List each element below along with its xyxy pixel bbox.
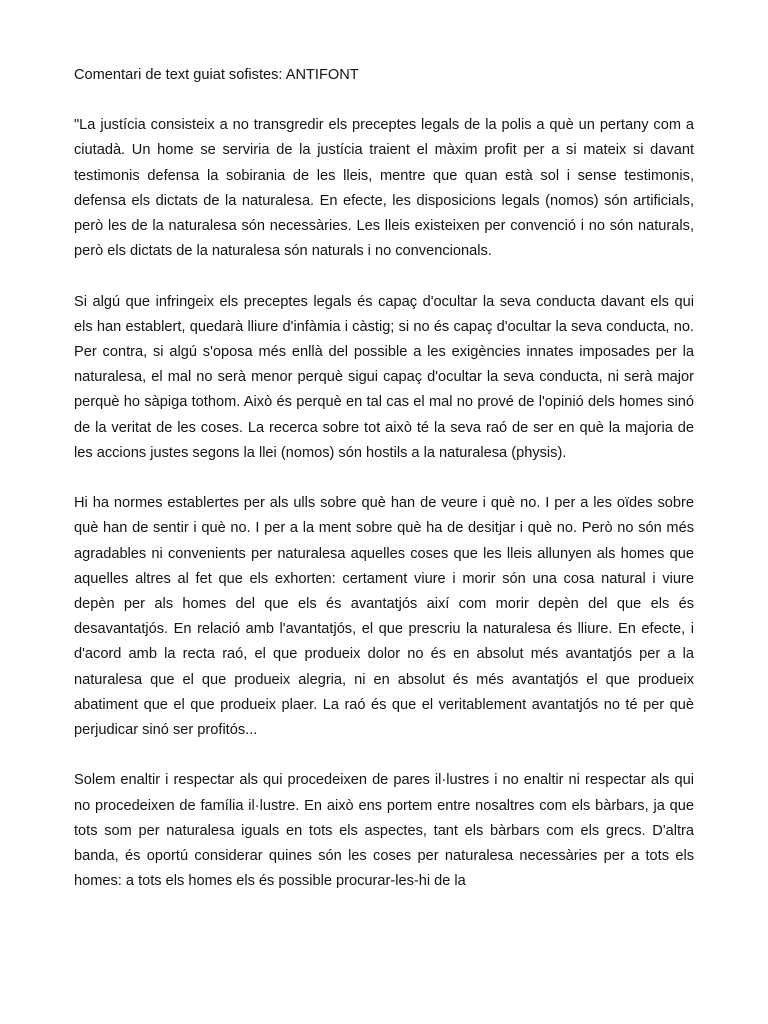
paragraph-4: Solem enaltir i respectar als qui procedeixen de pares il·lustres i no enaltir ni respectar als qui no procedeixen de família il·lustre. En això ens portem entre nosaltres com els bàrbars, ja que tots som per naturalesa iguals en tots els aspectes, tant els bàrbars com els grecs. D'altra banda, és oportú considerar quines són les coses per naturalesa necessàries per a tots els homes: a tots els homes els és possible procurar-les-hi de la (74, 772, 694, 890)
paragraph-2: Si algú que infringeix els preceptes legals és capaç d'ocultar la seva conducta davant els qui els han establert, quedarà lliure d'infàmia i càstig; si no és capaç d'ocultar la seva conducta, no. Per contra, si algú s'oposa més enllà del possible a les exigències innates imposades per la naturalesa, el mal no serà menor perquè sigui capaç d'ocultar la seva conducta, ni serà major perquè ho sàpiga tothom. Això és perquè en tal cas el mal no prové de l'opinió dels homes sinó de la veritat de les coses. La recerca sobre tot això té la seva raó de ser en què la majoria de les accions justes segons la llei (nomos) són hostils a la naturalesa (physis). (74, 293, 694, 461)
paragraph-1: "La justícia consisteix a no transgredir els preceptes legals de la polis a què un pertany com a ciutadà. Un home se serviria de la justícia traient el màxim profit per a si mateix si davant testimonis defensa la sobirania de les lleis, mentre que quan està sol i sense testimonis, defensa els dictats de la naturalesa. En efecte, les disposicions legals (nomos) són artificials, però les de la naturalesa són necessàries. Les lleis existeixen per convenció i no són naturals, però els dictats de la naturalesa són naturals i no convencionals. (74, 117, 694, 260)
paragraph-3: Hi ha normes establertes per als ulls sobre què han de veure i què no. I per a les oïdes sobre què han de sentir i què no. I per a la ment sobre què ha de desitjar i què no. Però no són més agradables ni convenients per naturalesa aquelles coses que les lleis allunyen als homes que aquelles altres al fet que els exhorten: certament viure i morir són una cosa natural i viure depèn per als homes del que els és avantatjós així com morir depèn del que els és desavantatjós. En relació amb l'avantatjós, el que prescriu la naturalesa és lliure. En efecte, i d'acord amb la recta raó, el que produeix dolor no és en absolut més avantatjós per a la naturalesa que el que produeix alegria, ni en absolut és més avantatjós el que produeix abatiment que el que produeix plaer. La raó és que el veritablement avantatjós no té per què perjudicar sinó ser profitós... (74, 495, 694, 739)
document-body (74, 63, 694, 920)
document-title: Comentari de text guiat sofistes: ANTIFONT (74, 67, 359, 83)
